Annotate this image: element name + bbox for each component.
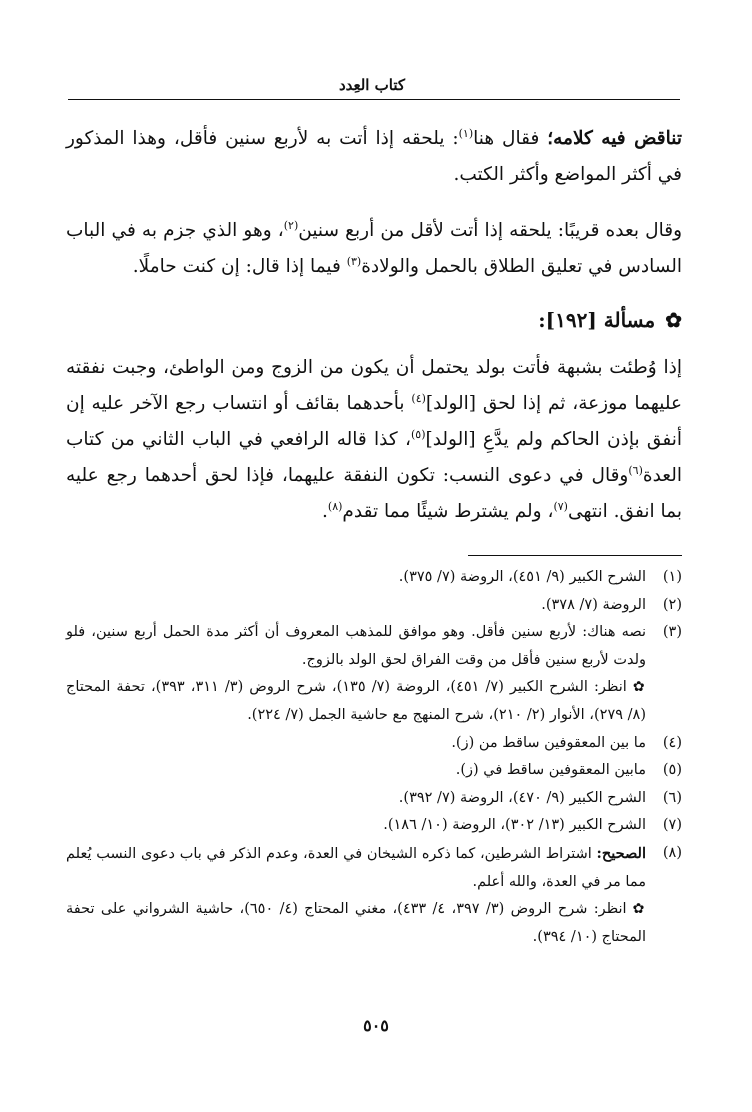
footnote-text: اشتراط الشرطين، كما ذكره الشيخان في العدة، وعدم الذكر في باب دعوى النسب يُعلم مما مر في العدة، والله أعلم. (66, 845, 646, 890)
footnote-text: ما بين المعقوفين ساقط من (ز). (451, 734, 646, 751)
issue-heading (360, 308, 682, 332)
running-head: كتاب العِدد (338, 76, 406, 94)
footnote-divider (468, 555, 682, 556)
footnote-ref[interactable]: (٣) (346, 254, 362, 268)
footnote-number: (٢) (662, 596, 682, 613)
footnote-ref[interactable]: (٥) (410, 427, 426, 441)
footnote-ref[interactable]: (٨) (327, 499, 343, 513)
footnotes (66, 564, 682, 951)
footnote-number: (٣) (662, 624, 682, 641)
text-run: : يلحقه إذا أتت به لأربع سنين فأقل، وهذا المذكور في أكثر المواضع وأكثر الكتب. (66, 128, 682, 185)
bold-lead: تناقض فيه كلامه؛ (547, 128, 682, 149)
footnote (66, 840, 682, 951)
text-run: فيما إذا قال: إن كنت حاملًا. (132, 256, 347, 277)
footnote-number: (١) (662, 569, 682, 585)
footnote-number: (٥) (662, 762, 682, 779)
footnote-ref[interactable]: (٢) (283, 218, 299, 232)
paragraph-1 (66, 121, 682, 193)
footnote (66, 730, 682, 758)
footnote-text: الروضة (٧/ ٣٧٨). (541, 596, 646, 613)
footnote-see-also (66, 896, 646, 951)
footnote (66, 757, 682, 785)
flower-icon: ✿ (632, 901, 647, 918)
flower-icon: ✿ (665, 308, 682, 332)
footnote (66, 619, 682, 729)
text-run: ، كذا قاله الرافعي في الباب الثاني من كتاب العدة (66, 429, 682, 486)
footnote (66, 564, 682, 592)
text-run: ، ولم يشترط شيئًا مما تقدم (342, 501, 554, 522)
text-run: بأحدهما بقائف أو انتساب رجع الآخر عليه إن أنفق بإذن الحاكم ولم يدَّعِ [الولد] (66, 393, 682, 450)
footnote-text: الشرح الكبير (٩/ ٤٧٠)، الروضة (٧/ ٣٩٢). (398, 789, 646, 806)
paragraph-2 (66, 213, 682, 285)
footnote (66, 812, 682, 840)
footnote-number: (٦) (662, 789, 682, 806)
footnote-number: (٧) (662, 817, 682, 834)
page-number: ٥٠٥ (363, 1016, 389, 1035)
footnote (66, 592, 682, 620)
header-divider (68, 99, 680, 100)
footnote-ref[interactable]: (٧) (553, 499, 568, 513)
footnote-ref[interactable]: (٤) (411, 391, 426, 405)
footnote-ref[interactable]: (٦) (628, 463, 643, 477)
footnote-number: (٨) (662, 844, 682, 861)
footnote (66, 785, 682, 813)
text-run: إذا وُطئت بشبهة فأتت بولد يحتمل أن يكون من الزوج ومن الواطئ، وجبت نفقته عليهما موزعة، ثم إذا لحق [الولد] (66, 357, 682, 414)
text-run: ، وهو الذي جزم به في الباب السادس في تعليق الطلاق بالحمل والولادة (66, 220, 682, 277)
footnote-number: (٤) (662, 734, 682, 751)
footnote-text: الشرح الكبير (١٣/ ٣٠٢)، الروضة (١٠/ ١٨٦). (383, 817, 646, 834)
text-run: وقال في دعوى النسب: تكون النفقة عليهما، فإذا لحق أحدهما رجع عليه بما انفق. انتهى (66, 465, 682, 522)
text-run: . (322, 501, 328, 522)
footnote-sub-text: انظر: شرح الروض (٣/ ٣٩٧، ٤/ ٤٣٣)، مغني المحتاج (٤/ ٦٥٠)، حاشية الشرواني على تحفة المحتاج (١٠/ ٣٩٤). (66, 901, 646, 945)
footnote-text: الشرح الكبير (٩/ ٤٥١)، الروضة (٧/ ٣٧٥). (398, 569, 646, 585)
issue-heading-label: مسألة [١٩٢]: (538, 308, 656, 332)
footnote-text: نصه هناك: لأربع سنين فأقل. وهو موافق للمذهب المعروف أن أكثر مدة الحمل أربع سنين، فلو ولدت لأربع سنين فأقل من وقت الفراق لحق الولد بالزوج. (66, 624, 646, 668)
text-run: وقال بعده قريبًا: يلحقه إذا أتت لأقل من أربع سنين (298, 220, 683, 241)
footnote-text: مابين المعقوفين ساقط في (ز). (455, 762, 646, 779)
footnote-sub-text: انظر: الشرح الكبير (٧/ ٤٥١)، الروضة (٧/ ١٣٥)، شرح الروض (٣/ ٣١١، ٣٩٣)، تحفة المحتاج (٨/ ٢٧٩)، الأنوار (٢/ ٢١٠)، شرح المنهج مع حاشية الجمل (٧/ ٢٢٤). (66, 679, 646, 723)
paragraph-3 (66, 350, 682, 530)
text-run: فقال هنا (473, 128, 548, 149)
footnote-bold-lead: الصحيح: (596, 844, 646, 862)
flower-icon: ✿ (632, 679, 647, 696)
footnote-ref[interactable]: (١) (458, 126, 474, 140)
footnote-see-also (66, 674, 646, 729)
